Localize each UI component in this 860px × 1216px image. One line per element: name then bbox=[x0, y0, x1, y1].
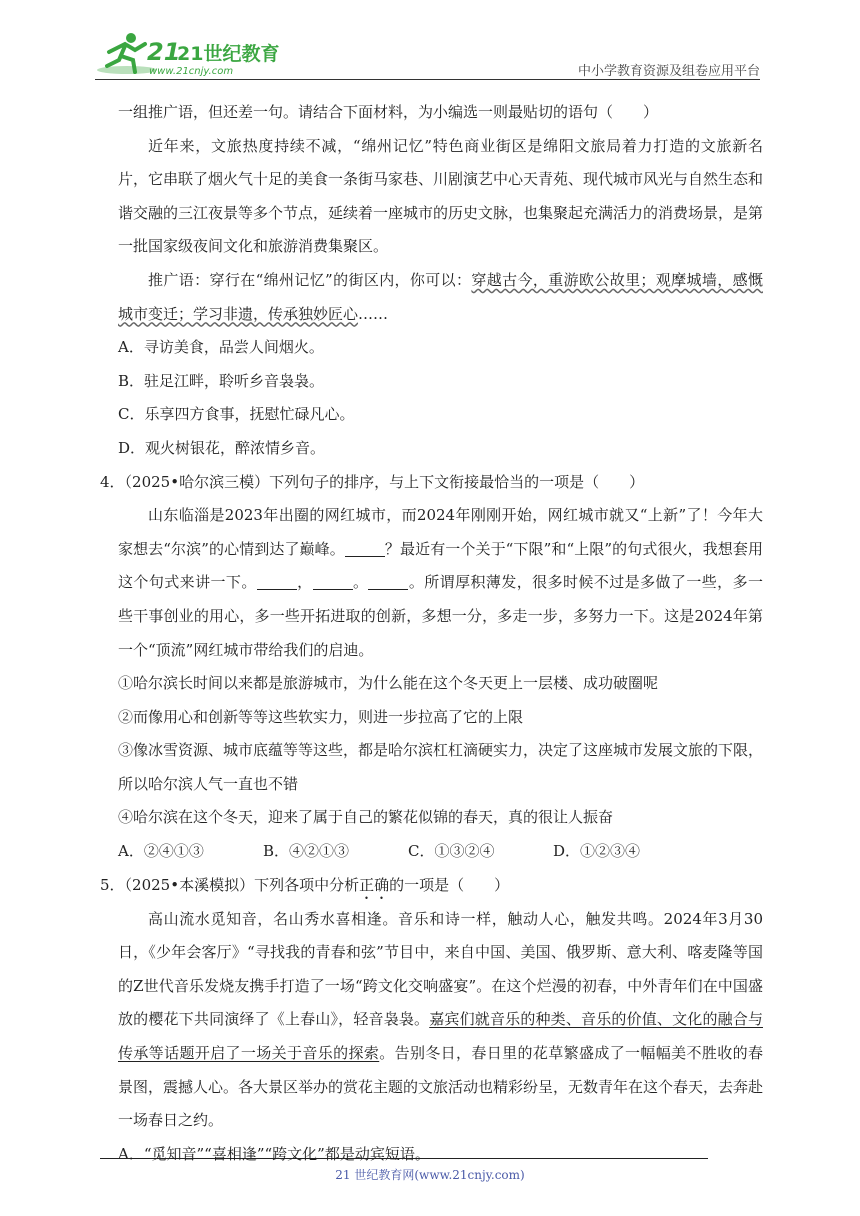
q5-heading bbox=[100, 869, 763, 903]
q3-option-a[interactable]: A．寻访美食，品尝人间烟火。 bbox=[118, 338, 324, 357]
q5-para-a: 高山流水觅知音，名山秀水喜相逢。音乐和诗一样，触动人心，触发共鸣。2024年3月30日，《少年会客厅》“寻找我的青春和弦”节目中，来自中国、美国、俄罗斯、意大利、喀麦隆等国的Z世代音乐发烧友携手打造了一场“跨文化交响盛宴”。在这个烂漫的初春，中外青年们在中国盛放的樱花下共同演绎了《上春山》，轻音袅袅。 bbox=[118, 909, 763, 1029]
q4-heading: 4．（2025•哈尔滨三模）下列句子的排序，与上下文衔接最恰当的一项是（ ） bbox=[100, 472, 645, 491]
q4-item-1: ①哈尔滨长时间以来都是旅游城市，为什么能在这个冬天更上一层楼、成功破圈呢 bbox=[118, 674, 659, 693]
q4-sep-2: 。 bbox=[352, 573, 369, 592]
q4-blank-3[interactable] bbox=[313, 571, 353, 590]
q5-para-underlined: 嘉宾们就音乐的种类、音乐的价值、文化的融合与传承等话题开启了一场关于音乐的探索 bbox=[118, 1010, 763, 1063]
header-divider bbox=[95, 79, 760, 80]
q3-option-d[interactable]: D．观火树银花，醉浓情乡音。 bbox=[118, 438, 326, 457]
q4-material bbox=[118, 499, 763, 667]
q5-heading-prefix: 5．（2025•本溪模拟）下列各项中分析 bbox=[100, 875, 360, 894]
q3-promo-underlined: 穿越古今，重游欧公故里；观摩城墙，感慨城市变迁；学习非遗，传承独妙匠心 bbox=[118, 270, 763, 323]
q3-option-b[interactable]: B．驻足江畔，聆听乡音袅袅。 bbox=[118, 371, 325, 390]
q4-choice-a[interactable]: A．②④①③ bbox=[118, 842, 204, 861]
q3-promo bbox=[118, 264, 763, 331]
q3-material: 近年来，文旅热度持续不减，“绵州记忆”特色商业街区是绵阳文旅局着力打造的文旅新名片，它串联了烟火气十足的美食一条街马家巷、川剧演艺中心天青苑、现代城市风光与自然生态和谐交融的三江夜景等多个节点，延续着一座城市的历史文脉，也集聚起充满活力的消费场景，是第一批国家级夜间文化和旅游消费集聚区。 bbox=[118, 136, 764, 256]
q4-blank-4[interactable] bbox=[368, 571, 408, 590]
q4-para-b: ？最近有一个关于“下限”和“上限”的句式很火，我想套用这个句式来讲一下。 bbox=[118, 539, 763, 592]
platform-name: 中小学教育资源及组卷应用平台 bbox=[577, 64, 760, 79]
q4-blank-2[interactable] bbox=[257, 571, 297, 590]
q5-heading-emphasis: 正确 bbox=[359, 875, 390, 894]
q4-choice-c[interactable]: C．①③②④ bbox=[408, 842, 495, 861]
q4-choices bbox=[118, 835, 763, 869]
footer-divider bbox=[100, 1158, 708, 1159]
svg-text:21: 21 bbox=[147, 38, 181, 66]
site-logo[interactable] bbox=[95, 30, 280, 78]
q3-stem: 一组推广语，但还差一句。请结合下面材料，为小编选一则最贴切的语句（ ） bbox=[118, 103, 659, 121]
page-footer[interactable]: 21 世纪教育网(www.21cnjy.com) bbox=[335, 1168, 525, 1182]
page-content bbox=[100, 96, 764, 1171]
q4-item-2: ②而像用心和创新等等这些软实力，则进一步拉高了它的上限 bbox=[118, 707, 524, 726]
logo-runner-icon bbox=[95, 30, 280, 78]
q4-choice-d[interactable]: D．①②③④ bbox=[553, 842, 641, 861]
q4-para-c: 。所谓厚积薄发，很多时候不过是多做了一些，多一些干事创业的用心，多一些开拓进取的创新，多想一分，多走一步，多努力一下。这是2024年第一个“顶流”网红城市带给我们的启迪。 bbox=[118, 573, 763, 659]
q5-option-a[interactable]: A．“觅知音”“喜相逢”“跨文化”都是动宾短语。 bbox=[118, 1144, 430, 1163]
q4-item-3: ③像冰雪资源、城市底蕴等等这些，都是哈尔滨杠杠滴硬实力，决定了这座城市发展文旅的下限，所以哈尔滨人气一直也不错 bbox=[118, 741, 764, 793]
q4-item-4: ④哈尔滨在这个冬天，迎来了属于自己的繁花似锦的春天，真的很让人振奋 bbox=[118, 808, 614, 827]
q3-promo-prefix: 推广语：穿行在“绵州记忆”的街区内，你可以： bbox=[148, 270, 472, 289]
q4-choice-b[interactable]: B．④②①③ bbox=[263, 842, 350, 861]
q5-para-b: 。告别冬日，春日里的花草繁盛成了一幅幅美不胜收的春景图，震撼人心。各大景区举办的赏花主题的文旅活动也精彩纷呈，无数青年在这个春天，去奔赴一场春日之约。 bbox=[118, 1044, 764, 1130]
logo-text: 21世纪教育 bbox=[177, 43, 280, 65]
q4-para-a: 山东临淄是2023年出圈的网红城市，而2024年刚刚开始，网红城市就又“上新”了！今年大家想去“尔滨”的心情到达了巅峰。 bbox=[118, 506, 763, 558]
q4-sep-1: ， bbox=[296, 573, 313, 592]
page-header bbox=[95, 30, 760, 82]
q3-promo-suffix: …… bbox=[358, 304, 389, 323]
logo-sub: www.21cnjy.com bbox=[149, 66, 234, 77]
q3-option-c[interactable]: C．乐享四方食事，抚慰忙碌凡心。 bbox=[118, 405, 355, 424]
q5-material bbox=[118, 903, 763, 1138]
q5-heading-suffix: 的一项是（ ） bbox=[389, 875, 510, 894]
q4-blank-1[interactable] bbox=[345, 538, 385, 557]
